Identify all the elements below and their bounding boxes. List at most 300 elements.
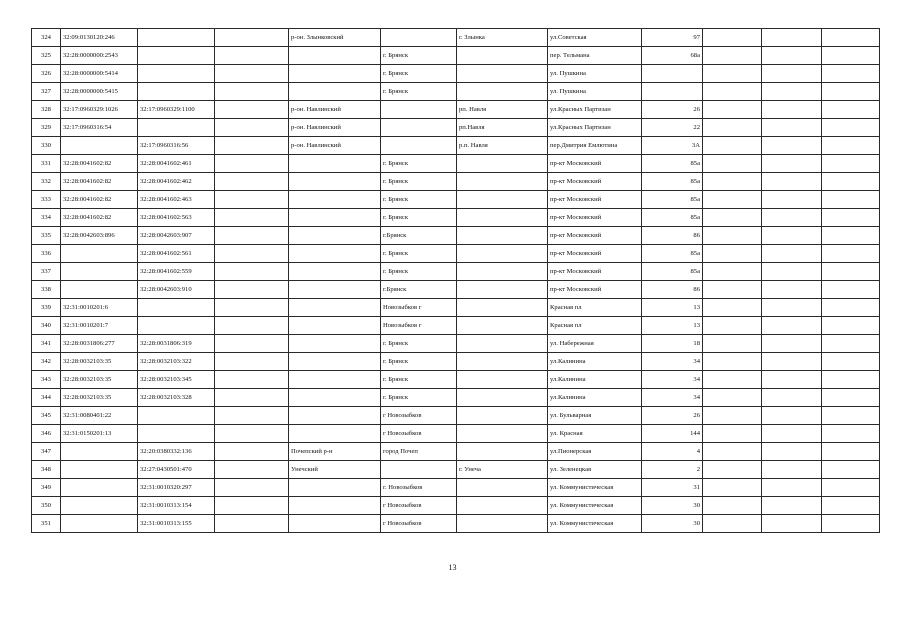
blank-cell xyxy=(822,119,880,137)
blank-cell xyxy=(703,461,762,479)
cadastral-number-cell: 32:31:0080401:22 xyxy=(61,407,138,425)
premises-cadastral-number-cell: 32:28:0041602:463 xyxy=(138,191,215,209)
house-number-cell: 13 xyxy=(642,299,703,317)
blank-cell xyxy=(762,443,822,461)
blank-cell xyxy=(215,227,289,245)
premises-cadastral-number-cell: 32:27:0430501:470 xyxy=(138,461,215,479)
district-cell xyxy=(289,425,381,443)
premises-cadastral-number-cell: 32:28:0041602:563 xyxy=(138,209,215,227)
settlement-cell xyxy=(457,191,548,209)
row-number-cell: 351 xyxy=(32,515,61,533)
premises-cadastral-number-cell xyxy=(138,299,215,317)
blank-cell xyxy=(703,101,762,119)
city-cell: г. Брянск xyxy=(381,371,457,389)
blank-cell xyxy=(703,371,762,389)
district-cell xyxy=(289,47,381,65)
district-cell xyxy=(289,371,381,389)
blank-cell xyxy=(822,317,880,335)
blank-cell xyxy=(215,497,289,515)
table-row xyxy=(32,461,880,479)
city-cell: г Новозыбков xyxy=(381,497,457,515)
blank-cell xyxy=(215,119,289,137)
street-cell: Красная пл xyxy=(548,317,642,335)
cadastral-number-cell: 32:28:0041602:82 xyxy=(61,191,138,209)
street-cell: пер. Тельмана xyxy=(548,47,642,65)
blank-cell xyxy=(703,209,762,227)
blank-cell xyxy=(762,137,822,155)
blank-cell xyxy=(703,65,762,83)
district-cell xyxy=(289,209,381,227)
blank-cell xyxy=(822,461,880,479)
row-number-cell: 325 xyxy=(32,47,61,65)
district-cell xyxy=(289,281,381,299)
city-cell: г.Брянск xyxy=(381,227,457,245)
table-row xyxy=(32,425,880,443)
city-cell: г. Брянск xyxy=(381,353,457,371)
blank-cell xyxy=(215,389,289,407)
district-cell xyxy=(289,515,381,533)
blank-cell xyxy=(215,515,289,533)
row-number-cell: 327 xyxy=(32,83,61,101)
settlement-cell xyxy=(457,173,548,191)
street-cell: пр-кт Московский xyxy=(548,227,642,245)
city-cell xyxy=(381,101,457,119)
settlement-cell xyxy=(457,47,548,65)
blank-cell xyxy=(822,173,880,191)
blank-cell xyxy=(215,29,289,47)
settlement-cell: рп.Навля xyxy=(457,119,548,137)
blank-cell xyxy=(822,263,880,281)
house-number-cell: 26 xyxy=(642,407,703,425)
street-cell: ул. Красная xyxy=(548,425,642,443)
house-number-cell: 13 xyxy=(642,317,703,335)
cadastral-number-cell: 32:31:0150201:13 xyxy=(61,425,138,443)
blank-cell xyxy=(762,83,822,101)
district-cell xyxy=(289,227,381,245)
blank-cell xyxy=(822,389,880,407)
district-cell: Почепский р-н xyxy=(289,443,381,461)
cadastral-number-cell: 32:28:0032103:35 xyxy=(61,389,138,407)
house-number-cell: 85а xyxy=(642,173,703,191)
premises-cadastral-number-cell xyxy=(138,119,215,137)
blank-cell xyxy=(215,65,289,83)
blank-cell xyxy=(703,425,762,443)
district-cell xyxy=(289,191,381,209)
blank-cell xyxy=(762,389,822,407)
settlement-cell xyxy=(457,83,548,101)
premises-cadastral-number-cell xyxy=(138,317,215,335)
settlement-cell xyxy=(457,479,548,497)
row-number-cell: 342 xyxy=(32,353,61,371)
blank-cell xyxy=(762,461,822,479)
premises-cadastral-number-cell xyxy=(138,83,215,101)
blank-cell xyxy=(703,245,762,263)
blank-cell xyxy=(762,65,822,83)
city-cell: г. Новозыбков xyxy=(381,479,457,497)
district-cell: р-он. Навлинский xyxy=(289,137,381,155)
blank-cell xyxy=(822,515,880,533)
row-number-cell: 339 xyxy=(32,299,61,317)
settlement-cell xyxy=(457,443,548,461)
street-cell: ул. Пушкина xyxy=(548,83,642,101)
blank-cell xyxy=(762,227,822,245)
blank-cell xyxy=(762,425,822,443)
settlement-cell xyxy=(457,389,548,407)
cadastral-number-cell xyxy=(61,443,138,461)
house-number-cell: 31 xyxy=(642,479,703,497)
blank-cell xyxy=(762,101,822,119)
settlement-cell xyxy=(457,515,548,533)
blank-cell xyxy=(703,47,762,65)
house-number-cell: 85а xyxy=(642,245,703,263)
blank-cell xyxy=(703,497,762,515)
row-number-cell: 334 xyxy=(32,209,61,227)
row-number-cell: 345 xyxy=(32,407,61,425)
premises-cadastral-number-cell: 32:28:0041602:462 xyxy=(138,173,215,191)
blank-cell xyxy=(703,155,762,173)
house-number-cell: 3А xyxy=(642,137,703,155)
city-cell: г. Брянск xyxy=(381,335,457,353)
city-cell xyxy=(381,461,457,479)
cadastral-number-cell: 32:31:0010201:7 xyxy=(61,317,138,335)
city-cell xyxy=(381,137,457,155)
street-cell: Красная пл xyxy=(548,299,642,317)
row-number-cell: 331 xyxy=(32,155,61,173)
cadastral-number-cell: 32:28:0041602:82 xyxy=(61,173,138,191)
premises-cadastral-number-cell xyxy=(138,65,215,83)
cadastral-number-cell: 32:28:0042603:896 xyxy=(61,227,138,245)
blank-cell xyxy=(762,47,822,65)
house-number-cell: 30 xyxy=(642,515,703,533)
blank-cell xyxy=(822,227,880,245)
city-cell: г. Брянск xyxy=(381,191,457,209)
premises-cadastral-number-cell xyxy=(138,47,215,65)
house-number-cell: 85а xyxy=(642,209,703,227)
cadastral-number-cell xyxy=(61,479,138,497)
district-cell xyxy=(289,173,381,191)
cadastral-number-cell xyxy=(61,461,138,479)
blank-cell xyxy=(215,245,289,263)
settlement-cell: р.п. Навля xyxy=(457,137,548,155)
blank-cell xyxy=(215,479,289,497)
premises-cadastral-number-cell: 32:31:0010313:154 xyxy=(138,497,215,515)
settlement-cell xyxy=(457,353,548,371)
cadastral-number-cell: 32:28:0000000:5414 xyxy=(61,65,138,83)
street-cell: пр-кт Московский xyxy=(548,263,642,281)
city-cell: г. Брянск xyxy=(381,47,457,65)
row-number-cell: 332 xyxy=(32,173,61,191)
street-cell: ул.Советская xyxy=(548,29,642,47)
blank-cell xyxy=(703,281,762,299)
street-cell: ул. Коммунистическая xyxy=(548,497,642,515)
settlement-cell: рп. Навля xyxy=(457,101,548,119)
city-cell: г. Брянск xyxy=(381,173,457,191)
blank-cell xyxy=(822,335,880,353)
street-cell: ул. Коммунистическая xyxy=(548,479,642,497)
blank-cell xyxy=(215,281,289,299)
blank-cell xyxy=(215,407,289,425)
blank-cell xyxy=(215,137,289,155)
blank-cell xyxy=(822,65,880,83)
table-row xyxy=(32,371,880,389)
blank-cell xyxy=(822,425,880,443)
table-row xyxy=(32,407,880,425)
blank-cell xyxy=(822,353,880,371)
cadastral-number-cell xyxy=(61,515,138,533)
row-number-cell: 337 xyxy=(32,263,61,281)
blank-cell xyxy=(762,407,822,425)
row-number-cell: 329 xyxy=(32,119,61,137)
street-cell: ул.Пионерская xyxy=(548,443,642,461)
blank-cell xyxy=(215,173,289,191)
cadastral-number-cell xyxy=(61,281,138,299)
district-cell xyxy=(289,317,381,335)
table-row xyxy=(32,29,880,47)
blank-cell xyxy=(762,335,822,353)
street-cell: пр-кт Московский xyxy=(548,191,642,209)
house-number-cell: 68а xyxy=(642,47,703,65)
table-row xyxy=(32,191,880,209)
house-number-cell: 26 xyxy=(642,101,703,119)
blank-cell xyxy=(703,443,762,461)
blank-cell xyxy=(215,371,289,389)
street-cell: ул. Коммунистическая xyxy=(548,515,642,533)
premises-cadastral-number-cell xyxy=(138,407,215,425)
street-cell: ул.Красных Партизан xyxy=(548,119,642,137)
city-cell: г. Брянск xyxy=(381,263,457,281)
table-row xyxy=(32,281,880,299)
cadastral-number-cell: 32:28:0041602:82 xyxy=(61,209,138,227)
street-cell: ул.Калинина xyxy=(548,353,642,371)
blank-cell xyxy=(215,353,289,371)
district-cell xyxy=(289,83,381,101)
cadastral-number-cell xyxy=(61,137,138,155)
district-cell xyxy=(289,299,381,317)
blank-cell xyxy=(703,353,762,371)
city-cell: г. Брянск xyxy=(381,65,457,83)
cadastral-number-cell: 32:09:0130120:246 xyxy=(61,29,138,47)
table-row xyxy=(32,497,880,515)
blank-cell xyxy=(762,479,822,497)
settlement-cell: г. Унеча xyxy=(457,461,548,479)
blank-cell xyxy=(703,317,762,335)
blank-cell xyxy=(822,479,880,497)
table-row xyxy=(32,515,880,533)
city-cell xyxy=(381,29,457,47)
city-cell: г. Брянск xyxy=(381,155,457,173)
district-cell: Унечский xyxy=(289,461,381,479)
blank-cell xyxy=(762,515,822,533)
cadastral-number-cell xyxy=(61,245,138,263)
street-cell: ул. Пушкина xyxy=(548,65,642,83)
house-number-cell xyxy=(642,65,703,83)
blank-cell xyxy=(215,101,289,119)
street-cell: пр-кт Московский xyxy=(548,281,642,299)
premises-cadastral-number-cell: 32:28:0041602:561 xyxy=(138,245,215,263)
blank-cell xyxy=(703,335,762,353)
row-number-cell: 330 xyxy=(32,137,61,155)
blank-cell xyxy=(215,335,289,353)
blank-cell xyxy=(762,299,822,317)
cadastral-number-cell: 32:17:0960329:1026 xyxy=(61,101,138,119)
blank-cell xyxy=(703,137,762,155)
district-cell xyxy=(289,497,381,515)
district-cell xyxy=(289,155,381,173)
street-cell: ул.Калинина xyxy=(548,371,642,389)
premises-cadastral-number-cell: 32:17:0960329:1100 xyxy=(138,101,215,119)
district-cell xyxy=(289,407,381,425)
district-cell: р-он. Навлинский xyxy=(289,101,381,119)
premises-cadastral-number-cell: 32:28:0041602:461 xyxy=(138,155,215,173)
blank-cell xyxy=(822,209,880,227)
table-row xyxy=(32,389,880,407)
premises-cadastral-number-cell: 32:28:0032103:345 xyxy=(138,371,215,389)
house-number-cell: 34 xyxy=(642,389,703,407)
house-number-cell: 86 xyxy=(642,227,703,245)
city-cell: г.Брянск xyxy=(381,281,457,299)
blank-cell xyxy=(703,83,762,101)
city-cell: город Почеп xyxy=(381,443,457,461)
blank-cell xyxy=(762,209,822,227)
premises-cadastral-number-cell: 32:28:0042603:907 xyxy=(138,227,215,245)
settlement-cell xyxy=(457,281,548,299)
blank-cell xyxy=(822,497,880,515)
house-number-cell xyxy=(642,83,703,101)
blank-cell xyxy=(703,299,762,317)
house-number-cell: 18 xyxy=(642,335,703,353)
blank-cell xyxy=(762,29,822,47)
blank-cell xyxy=(703,119,762,137)
premises-cadastral-number-cell xyxy=(138,425,215,443)
row-number-cell: 324 xyxy=(32,29,61,47)
street-cell: ул.Красных Партизан xyxy=(548,101,642,119)
table-row xyxy=(32,335,880,353)
blank-cell xyxy=(822,137,880,155)
table-row xyxy=(32,209,880,227)
cadastral-number-cell: 32:28:0041602:82 xyxy=(61,155,138,173)
table-row xyxy=(32,65,880,83)
table-row xyxy=(32,299,880,317)
district-cell xyxy=(289,65,381,83)
row-number-cell: 341 xyxy=(32,335,61,353)
row-number-cell: 326 xyxy=(32,65,61,83)
house-number-cell: 34 xyxy=(642,371,703,389)
street-cell: пр-кт Московский xyxy=(548,209,642,227)
house-number-cell: 4 xyxy=(642,443,703,461)
blank-cell xyxy=(215,317,289,335)
cadastral-number-cell: 32:28:0032103:35 xyxy=(61,371,138,389)
blank-cell xyxy=(703,227,762,245)
settlement-cell xyxy=(457,65,548,83)
blank-cell xyxy=(703,173,762,191)
house-number-cell: 85а xyxy=(642,191,703,209)
settlement-cell xyxy=(457,245,548,263)
street-cell: ул.Калинина xyxy=(548,389,642,407)
cadastral-number-cell: 32:28:0000000:5415 xyxy=(61,83,138,101)
house-number-cell: 22 xyxy=(642,119,703,137)
street-cell: ул. Бульварная xyxy=(548,407,642,425)
blank-cell xyxy=(703,191,762,209)
blank-cell xyxy=(215,83,289,101)
cadastral-number-cell: 32:28:0032103:35 xyxy=(61,353,138,371)
table-row xyxy=(32,443,880,461)
blank-cell xyxy=(762,317,822,335)
house-number-cell: 86 xyxy=(642,281,703,299)
blank-cell xyxy=(215,263,289,281)
blank-cell xyxy=(822,101,880,119)
settlement-cell xyxy=(457,227,548,245)
settlement-cell xyxy=(457,335,548,353)
district-cell xyxy=(289,353,381,371)
blank-cell xyxy=(703,515,762,533)
settlement-cell xyxy=(457,371,548,389)
street-cell: ул. Набережная xyxy=(548,335,642,353)
row-number-cell: 328 xyxy=(32,101,61,119)
street-cell: ул. Зеленецкая xyxy=(548,461,642,479)
district-cell xyxy=(289,389,381,407)
blank-cell xyxy=(215,461,289,479)
row-number-cell: 335 xyxy=(32,227,61,245)
blank-cell xyxy=(822,245,880,263)
district-cell xyxy=(289,245,381,263)
table-row xyxy=(32,227,880,245)
blank-cell xyxy=(215,191,289,209)
premises-cadastral-number-cell: 32:17:0960316:56 xyxy=(138,137,215,155)
blank-cell xyxy=(822,47,880,65)
table-row xyxy=(32,173,880,191)
blank-cell xyxy=(215,425,289,443)
premises-cadastral-number-cell: 32:28:0041602:559 xyxy=(138,263,215,281)
blank-cell xyxy=(762,281,822,299)
blank-cell xyxy=(215,443,289,461)
district-cell xyxy=(289,335,381,353)
cadastral-number-cell xyxy=(61,497,138,515)
blank-cell xyxy=(822,29,880,47)
row-number-cell: 343 xyxy=(32,371,61,389)
page-number: 13 xyxy=(448,563,457,572)
table-row xyxy=(32,119,880,137)
table-row xyxy=(32,353,880,371)
blank-cell xyxy=(762,173,822,191)
blank-cell xyxy=(703,29,762,47)
blank-cell xyxy=(822,281,880,299)
blank-cell xyxy=(215,299,289,317)
row-number-cell: 340 xyxy=(32,317,61,335)
row-number-cell: 348 xyxy=(32,461,61,479)
street-cell: пр-кт Московский xyxy=(548,173,642,191)
blank-cell xyxy=(762,263,822,281)
row-number-cell: 336 xyxy=(32,245,61,263)
street-cell: пр-кт Московский xyxy=(548,155,642,173)
premises-cadastral-number-cell: 32:28:0032103:328 xyxy=(138,389,215,407)
row-number-cell: 350 xyxy=(32,497,61,515)
table-row xyxy=(32,47,880,65)
city-cell: г Новозыбков xyxy=(381,425,457,443)
table-row xyxy=(32,263,880,281)
blank-cell xyxy=(822,155,880,173)
table-row xyxy=(32,317,880,335)
settlement-cell xyxy=(457,209,548,227)
blank-cell xyxy=(822,371,880,389)
city-cell: г. Брянск xyxy=(381,83,457,101)
row-number-cell: 346 xyxy=(32,425,61,443)
cadastral-number-cell: 32:28:0000000:2543 xyxy=(61,47,138,65)
street-cell: пер.Дмитрия Емлютина xyxy=(548,137,642,155)
city-cell: Новозыбков г xyxy=(381,299,457,317)
premises-cadastral-number-cell: 32:28:0031806:319 xyxy=(138,335,215,353)
blank-cell xyxy=(703,407,762,425)
table-row xyxy=(32,137,880,155)
